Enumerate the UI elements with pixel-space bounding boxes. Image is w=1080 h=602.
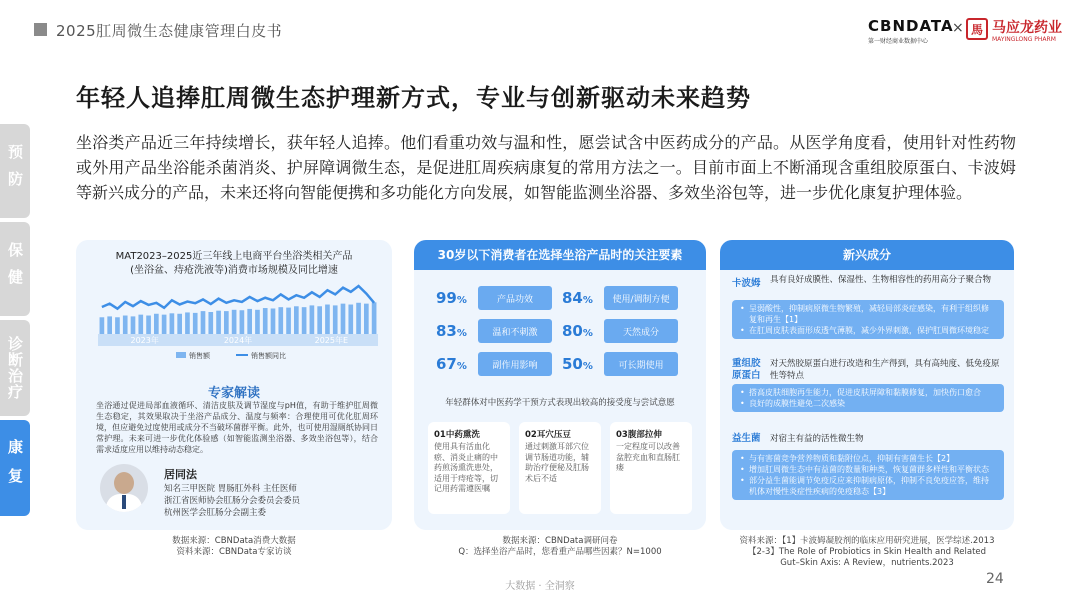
expert-section-title: 专家解读: [207, 386, 260, 401]
side-tab-label: 康复: [6, 439, 24, 497]
ingredient-bullet: • 呈弱酸性，抑制病原微生物繁殖，减轻局部炎症感染，有利于组织修复和再生【1】: [740, 303, 996, 325]
chart-category-label: 2024年: [223, 336, 253, 345]
panel3-source: [720, 536, 1014, 569]
stat-value: 83%: [436, 322, 467, 340]
method-text: 一定程度可以改善盆腔充血和直肠肛瘘: [616, 442, 680, 472]
chart-bar: [294, 306, 299, 334]
method-title: 02耳穴压豆: [525, 430, 571, 440]
chart-bar: [123, 316, 128, 334]
market-chart: [76, 278, 392, 368]
ingredient-bullet: • 部分益生菌能调节免疫反应来抑制病原体，抑制不良免疫应答，维持机体对慢性炎症性疾病的免疫稳态【3】: [740, 475, 996, 497]
stat-label: 温和不刺激: [478, 319, 552, 343]
stat-label: 产品功效: [478, 286, 552, 310]
mayinglong-emblem-icon: 馬: [966, 18, 988, 40]
avatar-head: [114, 472, 134, 494]
method-title: 03腹部拉伸: [616, 430, 662, 440]
chart-bar: [100, 317, 105, 334]
chart-bar: [341, 304, 346, 334]
stat-label: 可长期使用: [604, 352, 678, 376]
page-number: 24: [986, 571, 1004, 587]
mayinglong-logo-cn: 马应龙药业: [992, 20, 1062, 36]
chart-bar: [138, 315, 143, 334]
stat-value: 67%: [436, 355, 467, 373]
method-text: 使用具有活血化瘀、消炎止痛的中药煎汤熏洗患处，适用于痔疮等，切记用药需遵医嘱: [434, 442, 498, 493]
panel2-subheading: 年轻群体对中医药学干预方式表现出较高的接受度与尝试意愿: [445, 398, 675, 408]
panel3-heading: 新兴成分: [720, 240, 1014, 270]
stat-value: 80%: [562, 322, 593, 340]
footer-slogan: 大数据 · 全洞察: [505, 581, 575, 592]
ingredient-bullet: • 良好的成膜性避免二次感染: [740, 398, 996, 409]
ingredient-bullet: • 增加肛周微生态中有益菌的数量和种类，恢复菌群多样性和平衡状态: [740, 464, 996, 475]
cbndata-logo: [868, 17, 954, 45]
chart-bar: [216, 311, 221, 334]
expert-avatar: [100, 464, 148, 512]
source-line: 数据来源：CBNData消费大数据: [172, 536, 296, 546]
intro-paragraph: 坐浴类产品近三年持续增长，获年轻人追捧。他们看重功效与温和性，愿尝试含中医药成分的产品。从医学角度看，使用针对性药物或外用产品坐浴能杀菌消炎、护屏障调微生态，是促进肛周疾病康复的常用方法之一。目前市面上不断涌现含重组胶原蛋白、卡波姆等新兴成分的产品，未来还将向智能便携和多功能化方向发展，如智能监测坐浴器、多效坐浴包等，进一步优化康复护理体验。: [76, 133, 1016, 202]
expert-name: 居同法: [164, 468, 197, 481]
stat-label: 使用/调制方便: [604, 286, 678, 310]
chart-bar: [372, 302, 377, 334]
chart-bar: [310, 305, 315, 334]
chart-bar: [317, 306, 322, 334]
stat-value: 50%: [562, 355, 593, 373]
chart-bar: [255, 310, 260, 334]
ingredient-bullet: • 搭高皮肤细胞再生能力，促进皮肤屏障和黏膜修复，加快伤口愈合: [740, 387, 996, 398]
chart-category-label: 2025年E: [314, 336, 349, 345]
chart-bar: [208, 312, 213, 334]
chart-bar: [224, 311, 229, 334]
ingredient-bullets: [732, 300, 1004, 339]
chart-bar: [278, 307, 283, 334]
method-card: [428, 422, 510, 514]
stat-label: 副作用影响: [478, 352, 552, 376]
chart-bar: [177, 314, 182, 334]
source-line: 【2-3】The Role of Probiotics in Skin Health and Related: [747, 547, 987, 557]
header-square-icon: [34, 23, 47, 36]
ingredient-name: 卡波姆: [732, 278, 761, 289]
ingredient-desc: 具有良好成膜性、保湿性、生物相容性的药用高分子聚合物: [770, 275, 992, 285]
source-line: Q：选择坐浴产品时，您看重产品哪些因素？N=1000: [458, 547, 662, 557]
source-line: 资料来源：CBNData专家访谈: [176, 547, 292, 557]
method-title: 01中药熏洗: [434, 430, 480, 440]
consumer-factors-panel: [414, 240, 706, 530]
ingredient-desc: 对宿主有益的活性微生物: [770, 434, 864, 444]
side-tab-prevention[interactable]: [0, 124, 30, 218]
side-tab-rehab[interactable]: [0, 420, 30, 516]
method-card: [519, 422, 601, 514]
ingredient-bullet: • 在肛周皮肤表面形成透气薄膜，减少外界刺激，保护肛周微环境稳定: [740, 325, 996, 336]
ingredient-bullet: • 与有害菌竞争营养物质和黏附位点，抑制有害菌生长【2】: [740, 453, 996, 464]
cbndata-logo-subtitle: 第一财经商业数据中心: [868, 38, 929, 45]
chart-title-line-1: MAT2023–2025近三年线上电商平台坐浴类相关产品: [115, 251, 353, 262]
chart-bar: [115, 317, 120, 334]
panel2-source: [414, 536, 706, 558]
ingredient-bullets: [732, 450, 1004, 500]
side-tab-diagnosis[interactable]: [0, 320, 30, 416]
panel1-source: [76, 536, 392, 558]
side-tab-label: 保健: [6, 242, 24, 296]
side-tab-label: 预防: [6, 144, 24, 198]
ingredient-name: 重组胶 原蛋白: [732, 358, 761, 381]
chart-bar: [356, 303, 361, 334]
chart-title-line-2: (坐浴盆、痔疮洗液等)消费市场规模及同比增速: [130, 265, 338, 276]
market-chart-panel: [76, 240, 392, 530]
chart-bar: [271, 308, 276, 334]
source-line: 数据来源：CBNData调研问卷: [502, 536, 618, 546]
chart-bar: [232, 310, 237, 334]
side-tab-healthcare[interactable]: [0, 222, 30, 316]
chart-bar: [286, 308, 291, 334]
stat-item: [562, 286, 678, 310]
chart-bar: [146, 316, 151, 334]
chart-bar: [325, 305, 330, 334]
chart-bar: [170, 313, 175, 334]
legend-label: 销售额: [189, 352, 210, 360]
stat-item: [562, 352, 678, 376]
chart-bar: [131, 316, 136, 334]
source-line: 资料来源：【1】卡波姆凝胶剂的临床应用研究进展，医学综述.2013: [739, 536, 995, 546]
legend-bar-swatch: [176, 352, 186, 358]
mayinglong-logo-en: MAYINGLONG PHARM: [992, 36, 1056, 43]
stat-label: 天然成分: [604, 319, 678, 343]
chart-bar: [193, 313, 198, 334]
method-card: [610, 422, 692, 514]
stat-item: [436, 319, 552, 343]
chart-bar: [107, 316, 112, 334]
chart-title: [76, 250, 392, 278]
avatar-tie: [122, 495, 126, 509]
stat-item: [436, 286, 552, 310]
chart-bar: [333, 305, 338, 334]
side-tab-label: 诊断治疗: [6, 336, 24, 400]
logo-separator: ×: [952, 20, 964, 36]
new-ingredients-panel: [720, 240, 1014, 530]
expert-commentary: 坐浴通过促进局部血液循环、清洁皮肤及调节湿度与pH值，有助于维护肛周微生态稳定，其效果取决于坐浴产品成分、温度与频率：合理使用可优化肛周环境，但应避免过度使用或成分不当破坏菌群平衡。此外，也可使用湿厕纸协同日常护理。未来可进一步优化体验感（如智能监测坐浴器、多效坐浴包等），结合需求适度应用以维持动态稳定。: [96, 401, 378, 454]
chart-category-label: 2023年: [130, 336, 159, 345]
chart-bar: [263, 308, 268, 334]
ingredient-bullets: [732, 384, 1004, 412]
chart-bar: [154, 314, 159, 334]
expert-title-line: 知名三甲医院 胃肠肛外科 主任医师: [164, 484, 297, 494]
legend-label: 销售额同比: [251, 352, 286, 360]
stat-item: [562, 319, 678, 343]
chart-bar: [185, 312, 190, 334]
stat-item: [436, 352, 552, 376]
chart-line: [102, 286, 374, 309]
ingredient-desc: 对天然胶原蛋白进行改造和生产得到，具有高纯度、低免疫原性等特点: [770, 359, 1000, 381]
chart-bar: [162, 315, 167, 334]
chart-bar: [240, 310, 245, 334]
chart-bar: [302, 307, 307, 334]
page-heading: 年轻人追捧肛周微生态护理新方式，专业与创新驱动未来趋势: [76, 84, 751, 112]
expert-title-line: 浙江省医师协会肛肠分会委员会委员: [164, 496, 301, 506]
source-line: Gut–Skin Axis: A Review，nutrients.2023: [780, 558, 954, 568]
panel2-heading: 30岁以下消费者在选择坐浴产品时的关注要素: [414, 240, 706, 270]
report-title: 2025肛周微生态健康管理白皮书: [56, 22, 283, 40]
ingredient-name: 益生菌: [732, 433, 761, 444]
method-text: 通过刺激耳部穴位调节肠道功能，辅助治疗便秘及肛肠术后不适: [525, 442, 589, 483]
chart-bar: [348, 305, 353, 334]
stat-value: 99%: [436, 289, 467, 307]
cbndata-logo-text: CBNDATA: [868, 17, 954, 35]
stat-value: 84%: [562, 289, 593, 307]
chart-bar: [247, 309, 252, 334]
chart-bar: [201, 311, 206, 334]
chart-bar: [364, 304, 369, 334]
expert-title-line: 杭州医学会肛肠分会副主委: [164, 508, 267, 518]
section-sidebar: [0, 124, 30, 520]
